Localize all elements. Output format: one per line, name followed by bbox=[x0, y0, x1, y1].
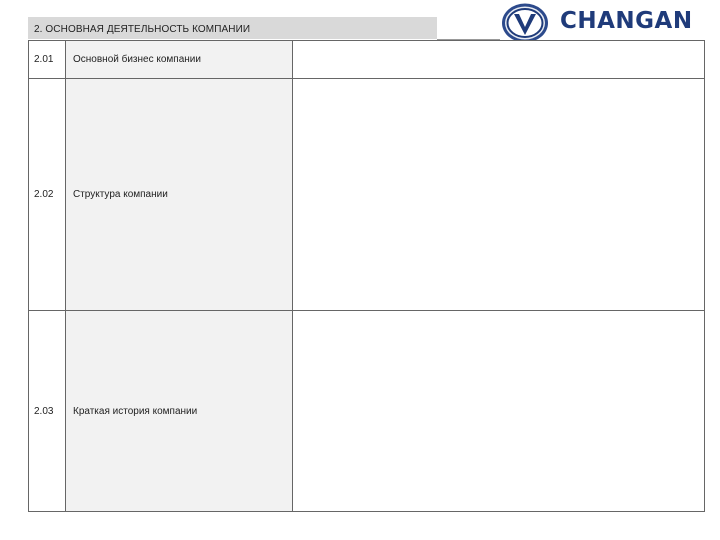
changan-emblem-icon bbox=[500, 2, 550, 44]
row-number: 2.03 bbox=[29, 311, 66, 512]
company-activity-table bbox=[28, 40, 705, 512]
row-label: Структура компании bbox=[66, 79, 293, 311]
row-value-field[interactable] bbox=[293, 79, 705, 311]
table-row bbox=[29, 79, 705, 311]
logo-wordmark: CHANGAN bbox=[560, 8, 693, 34]
row-value-field[interactable] bbox=[293, 41, 705, 79]
row-label: Краткая история компании bbox=[66, 311, 293, 512]
row-number: 2.01 bbox=[29, 41, 66, 79]
row-label: Основной бизнес компании bbox=[66, 41, 293, 79]
table-row bbox=[29, 311, 705, 512]
changan-logo bbox=[500, 2, 715, 44]
table-row bbox=[29, 41, 705, 79]
section-title: 2. ОСНОВНАЯ ДЕЯТЕЛЬНОСТЬ КОМПАНИИ bbox=[34, 24, 251, 35]
section-header bbox=[28, 17, 437, 39]
row-number: 2.02 bbox=[29, 79, 66, 311]
row-value-field[interactable] bbox=[293, 311, 705, 512]
